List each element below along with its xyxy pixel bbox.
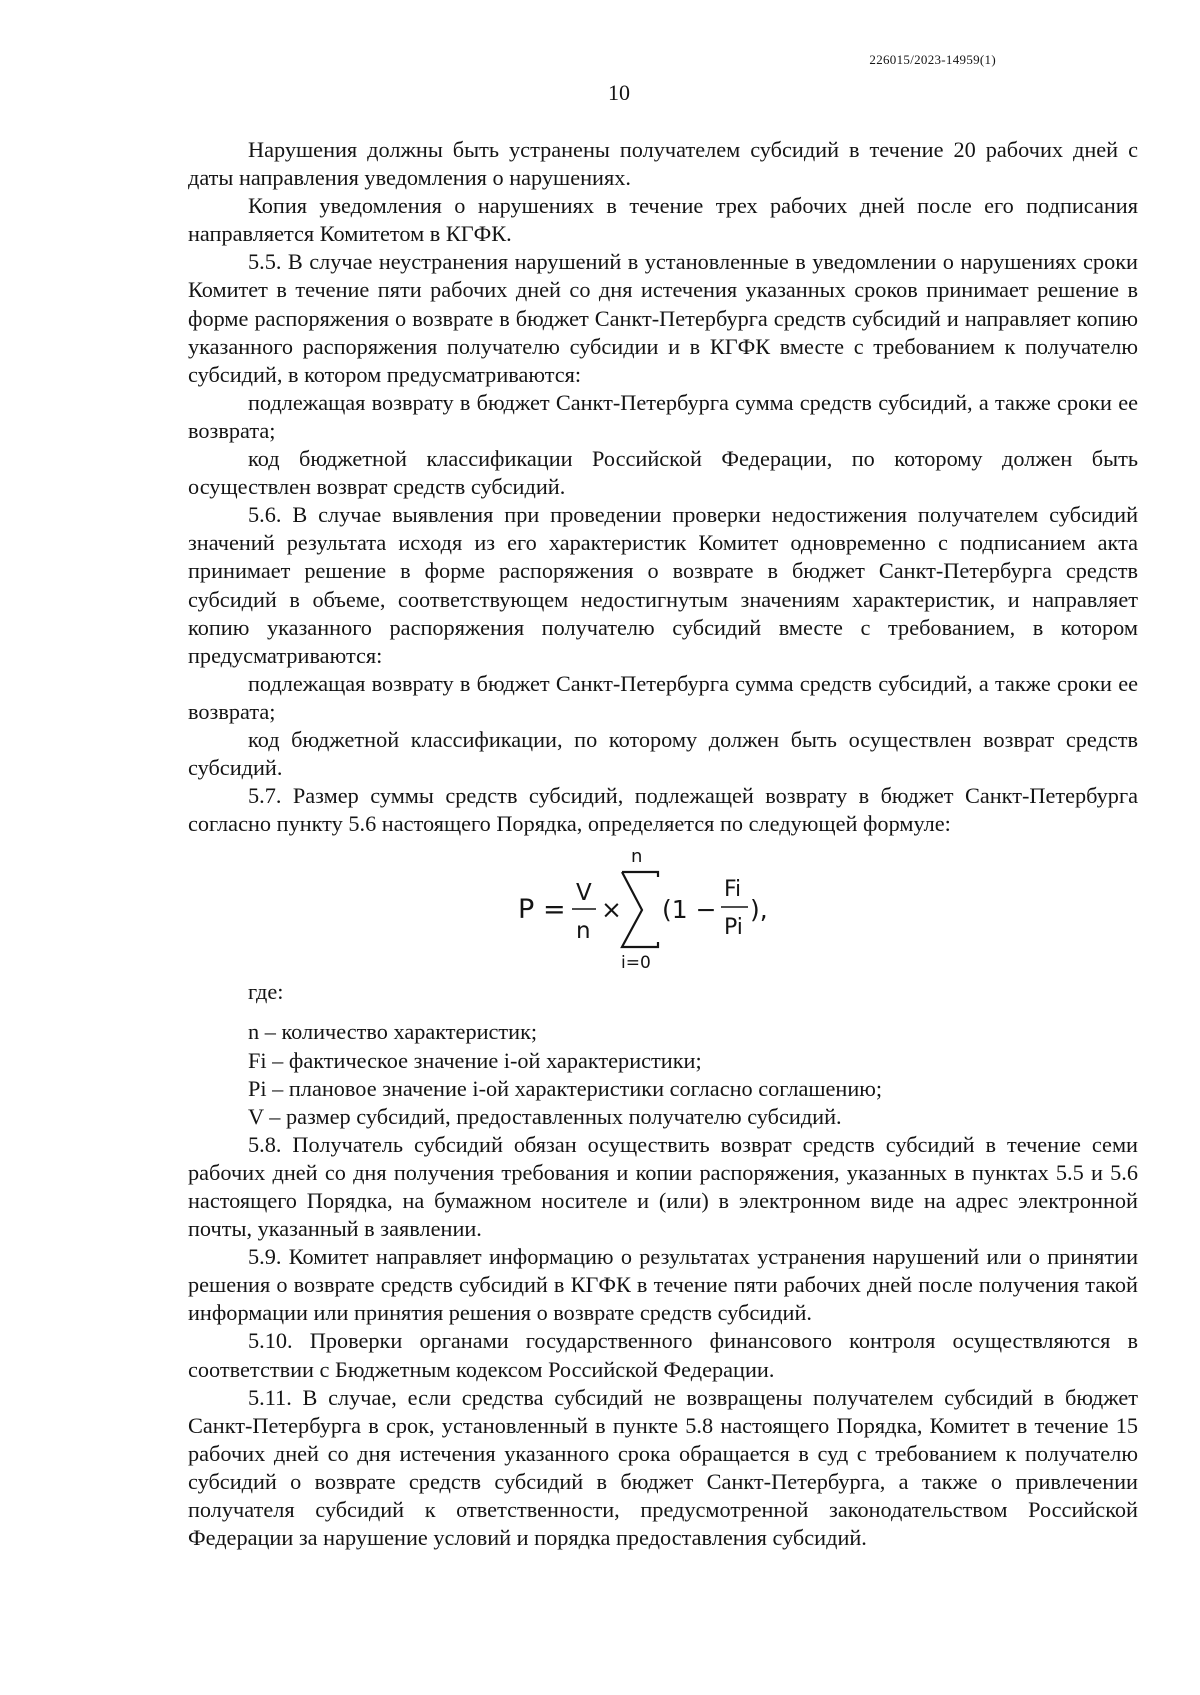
formula-paren-close: ), <box>750 895 768 925</box>
formula-fi: Fi <box>724 877 742 903</box>
paragraph-5-11: 5.11. В случае, если средства субсидий не возвращены получателем субсидий в бюджет Санкт-Петербурга в срок, установленный в пункте 5.8 настоящего Порядка, Комитет в течение 15 рабочих дней со дня истечения указанного срока обращается в суд с требованием к получателю субсидий о возврате средств субсидий в бюджет Санкт-Петербурга, а также о привлечении получателя субсидий к ответственности, предусмотренной законодательством Российской Федерации за нарушение условий и порядка предоставления субсидий. <box>188 1384 1138 1551</box>
paragraph-5-5: 5.5. В случае неустранения нарушений в установленные в уведомлении о нарушениях сроки Комитет в течение пяти рабочих дней со дня истечения указанных сроков принимает решение в форме распоряжения о возврате в бюджет Санкт-Петербурга средств субсидий и направляет копию указанного распоряжения получателю субсидии и в КГФК вместе с требованием к получателю субсидий, в котором предусматриваются: <box>188 249 1138 387</box>
formula-paren-open: (1 − <box>662 895 717 925</box>
paragraph: подлежащая возврату в бюджет Санкт-Петербурга сумма средств субсидий, а также сроки ее возврата; <box>188 670 1138 724</box>
paragraph: Нарушения должны быть устранены получателем субсидий в течение 20 рабочих дней с даты направления уведомления о нарушениях. <box>188 137 1138 191</box>
paragraph-5-7: 5.7. Размер суммы средств субсидий, подлежащей возврату в бюджет Санкт-Петербурга согласно пункту 5.6 настоящего Порядка, определяется по следующей формуле: <box>188 783 1138 837</box>
formula-pi: Pi <box>724 915 743 941</box>
formula-svg <box>518 846 838 976</box>
definition-n: n – количество характеристик; <box>248 1019 538 1045</box>
document-body <box>188 136 1138 1552</box>
paragraph-5-10: 5.10. Проверки органами государственного финансового контроля осуществляются в соответствии с Бюджетным кодексом Российской Федерации. <box>188 1328 1138 1382</box>
paragraph: Копия уведомления о нарушениях в течение трех рабочих дней после его подписания направляется Комитетом в КГФК. <box>188 193 1138 247</box>
sum-upper-limit: n <box>631 846 643 868</box>
sigma-icon <box>622 872 658 947</box>
paragraph-5-9: 5.9. Комитет направляет информацию о результатах устранения нарушений или о принятии решения о возврате средств субсидий в КГФК в течение пяти рабочих дней после получения такой информации или принятия решения о возврате средств субсидий. <box>188 1244 1138 1326</box>
page-number: 10 <box>608 80 630 105</box>
formula-lhs: P <box>518 894 535 926</box>
paragraph-5-6: 5.6. В случае выявления при проведении проверки недостижения получателем субсидий значений результата исходя из его характеристик Комитет одновременно с подписанием акта принимает решение в форме распоряжения о возврате в бюджет Санкт-Петербурга средств субсидий в объеме, соответствующем недостигнутым значениям характеристик, и направляет копию указанного распоряжения получателю субсидий вместе с требованием, в котором предусматриваются: <box>188 502 1138 668</box>
paragraph: подлежащая возврату в бюджет Санкт-Петербурга сумма средств субсидий, а также сроки ее возврата; <box>188 389 1138 443</box>
formula <box>188 838 1138 978</box>
formula-equals: = <box>543 894 566 926</box>
formula-n: n <box>576 918 591 945</box>
definition-p: Pi – плановое значение i-ой характеристики согласно соглашению; <box>248 1075 883 1101</box>
sum-lower-limit: i=0 <box>621 953 651 974</box>
paragraph-5-8: 5.8. Получатель субсидий обязан осуществить возврат средств субсидий в течение семи рабочих дней со дня получения требования и копии распоряжения, указанных в пунктах 5.5 и 5.6 настоящего Порядка, на бумажном носителе и (или) в электронном виде на адрес электронной почты, указанный в заявлении. <box>188 1131 1138 1242</box>
paragraph: код бюджетной классификации, по которому должен быть осуществлен возврат средств субсидий. <box>188 726 1138 781</box>
definition-f: Fi – фактическое значение i-ой характеристики; <box>248 1047 702 1073</box>
paragraph: код бюджетной классификации Российской Федерации, по которому должен быть осуществлен возврат средств субсидий. <box>188 446 1138 500</box>
definition-v: V – размер субсидий, предоставленных получателю субсидий. <box>248 1103 842 1129</box>
where-label: где: <box>248 979 284 1005</box>
formula-v: V <box>576 880 592 907</box>
formula-times: × <box>601 895 622 925</box>
document-id: 226015/2023-14959(1) <box>869 52 996 67</box>
